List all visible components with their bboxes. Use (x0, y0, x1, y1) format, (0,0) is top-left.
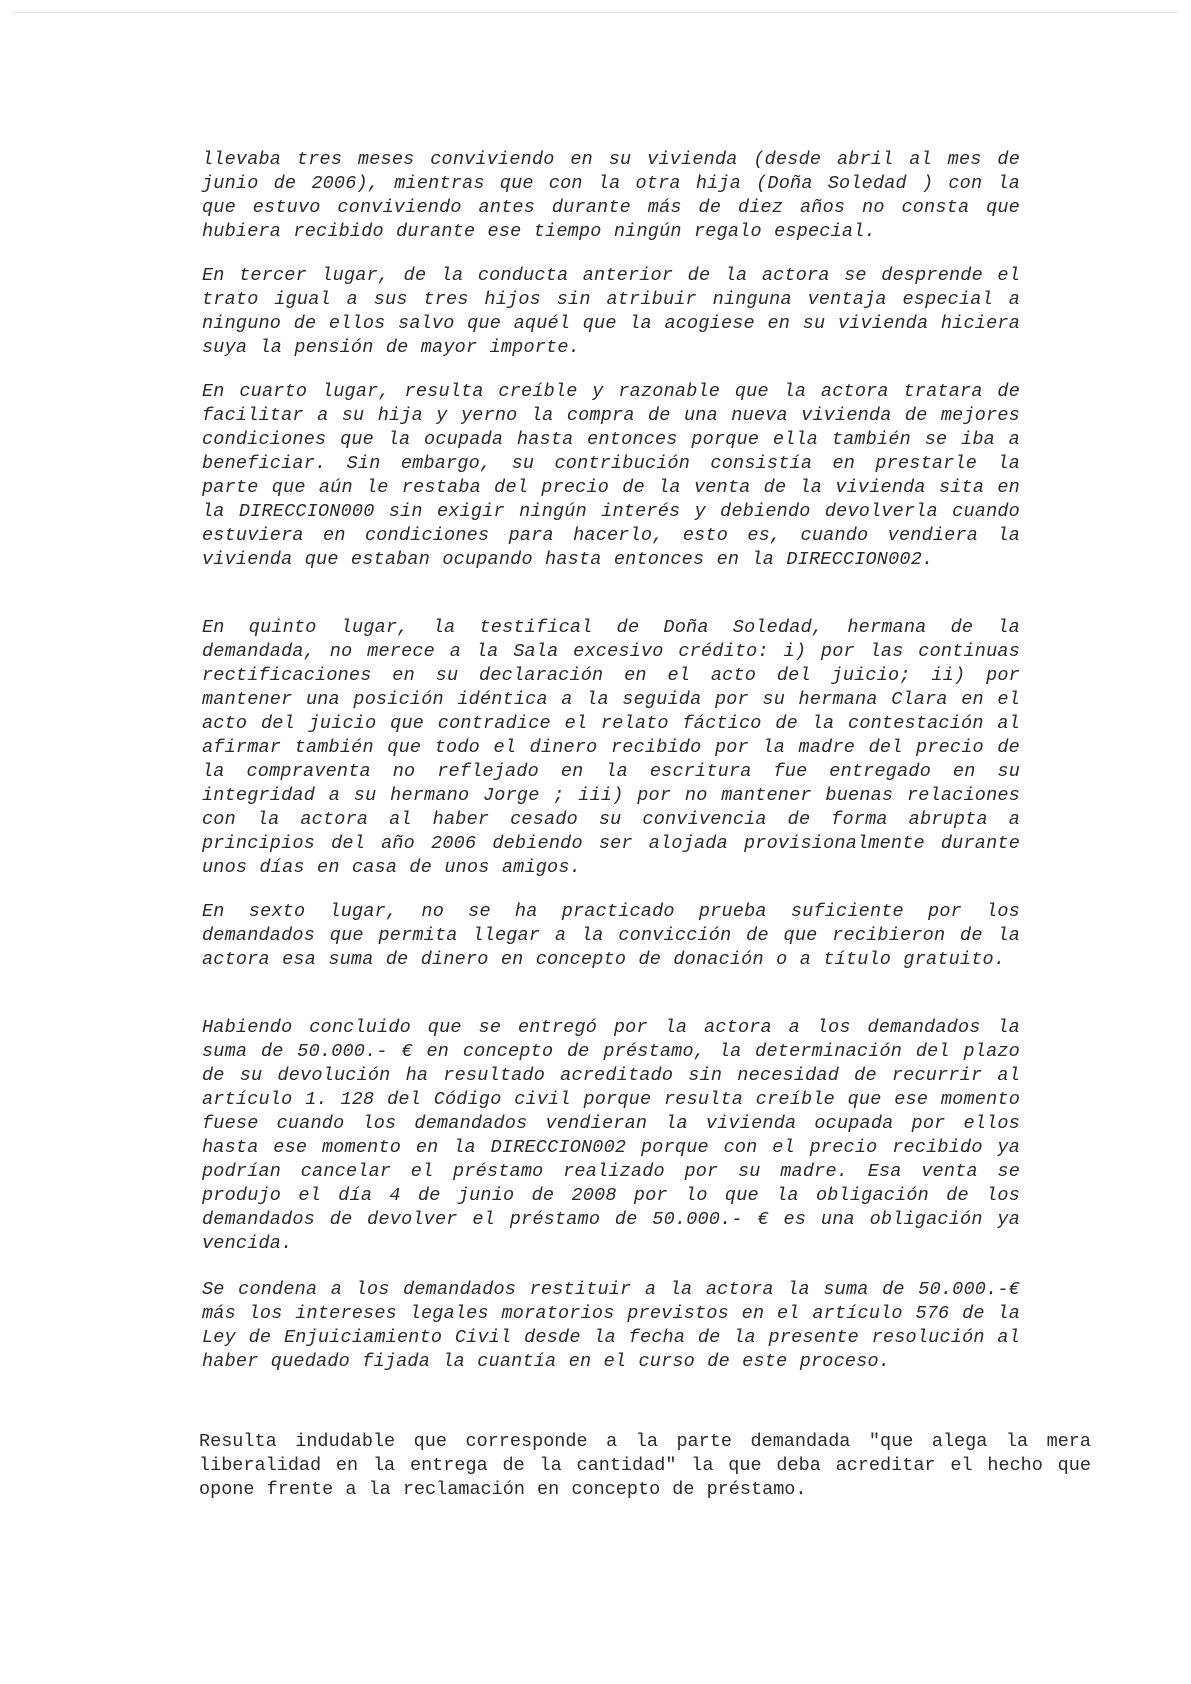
paragraph-resulta-indudable: Resulta indudable que corresponde a la parte demandada "que alega la mera liberalidad en la entrega de la cantidad" la que deba acreditar el hecho que opone frente a la reclamación en concepto de préstamo. (199, 1431, 1091, 1500)
paragraph-sexto-lugar: En sexto lugar, no se ha practicado prueba suficiente por los demandados que permita llegar a la convicción de que recibieron de la actora esa suma de dinero en concepto de donación o a título gratuito. (202, 901, 1020, 970)
paragraph-cuarto-lugar: En cuarto lugar, resulta creíble y razonable que la actora tratara de facilitar a su hija y yerno la compra de una nueva vivienda de mejores condiciones que la ocupada hasta entonces porque ella también se iba a beneficiar. Sin embargo, su contribución consistía en prestarle la parte que aún le restaba del precio de la venta de la vivienda sita en la DIRECCION000 sin exigir ningún interés y debiendo devolverla cuando estuviera en condiciones para hacerlo, esto es, cuando vendiera la vivienda que estaban ocupando hasta entonces en la DIRECCION002. (202, 381, 1020, 570)
paragraph-conviviendo: llevaba tres meses conviviendo en su vivienda (desde abril al mes de junio de 2006), mientras que con la otra hija (Doña Soledad ) con la que estuvo conviviendo antes durante más de diez años no consta que hubiera recibido durante ese tiempo ningún regalo especial. (202, 149, 1020, 242)
paragraph-habiendo-concluido: Habiendo concluido que se entregó por la actora a los demandados la suma de 50.000.- € en concepto de préstamo, la determinación del plazo de su devolución ha resultado acreditado sin necesidad de recurrir al artículo 1. 128 del Código civil porque resulta creíble que ese momento fuese cuando los demandados vendieran la vivienda ocupada por ellos hasta ese momento en la DIRECCION002 porque con el precio recibido ya podrían cancelar el préstamo realizado por su madre. Esa venta se produjo el día 4 de junio de 2008 por lo que la obligación de los demandados de devolver el préstamo de 50.000.- € es una obligación ya vencida. (202, 1017, 1020, 1254)
page-top-edge (12, 12, 1179, 13)
paragraph-quinto-lugar: En quinto lugar, la testifical de Doña Soledad, hermana de la demandada, no merece a la Sala excesivo crédito: i) por las continuas rectificaciones en su declaración en el acto del juicio; ii) por mantener una posición idéntica a la seguida por su hermana Clara en el acto del juicio que contradice el relato fáctico de la contestación al afirmar también que todo el dinero recibido por la madre del precio de la compraventa no reflejado en la escritura fue entregado en su integridad a su hermano Jorge ; iii) por no mantener buenas relaciones con la actora al haber cesado su convivencia de forma abrupta a principios del año 2006 debiendo ser alojada provisionalmente durante unos días en casa de unos amigos. (202, 617, 1020, 878)
paragraph-condena: Se condena a los demandados restituir a la actora la suma de 50.000.-€ más los intereses legales moratorios previstos en el artículo 576 de la Ley de Enjuiciamiento Civil desde la fecha de la presente resolución al haber quedado fijada la cuantía en el curso de este proceso. (202, 1279, 1020, 1372)
paragraph-tercer-lugar: En tercer lugar, de la conducta anterior de la actora se desprende el trato igual a sus tres hijos sin atribuir ninguna ventaja especial a ninguno de ellos salvo que aquél que la acogiese en su vivienda hiciera suya la pensión de mayor importe. (202, 265, 1020, 358)
